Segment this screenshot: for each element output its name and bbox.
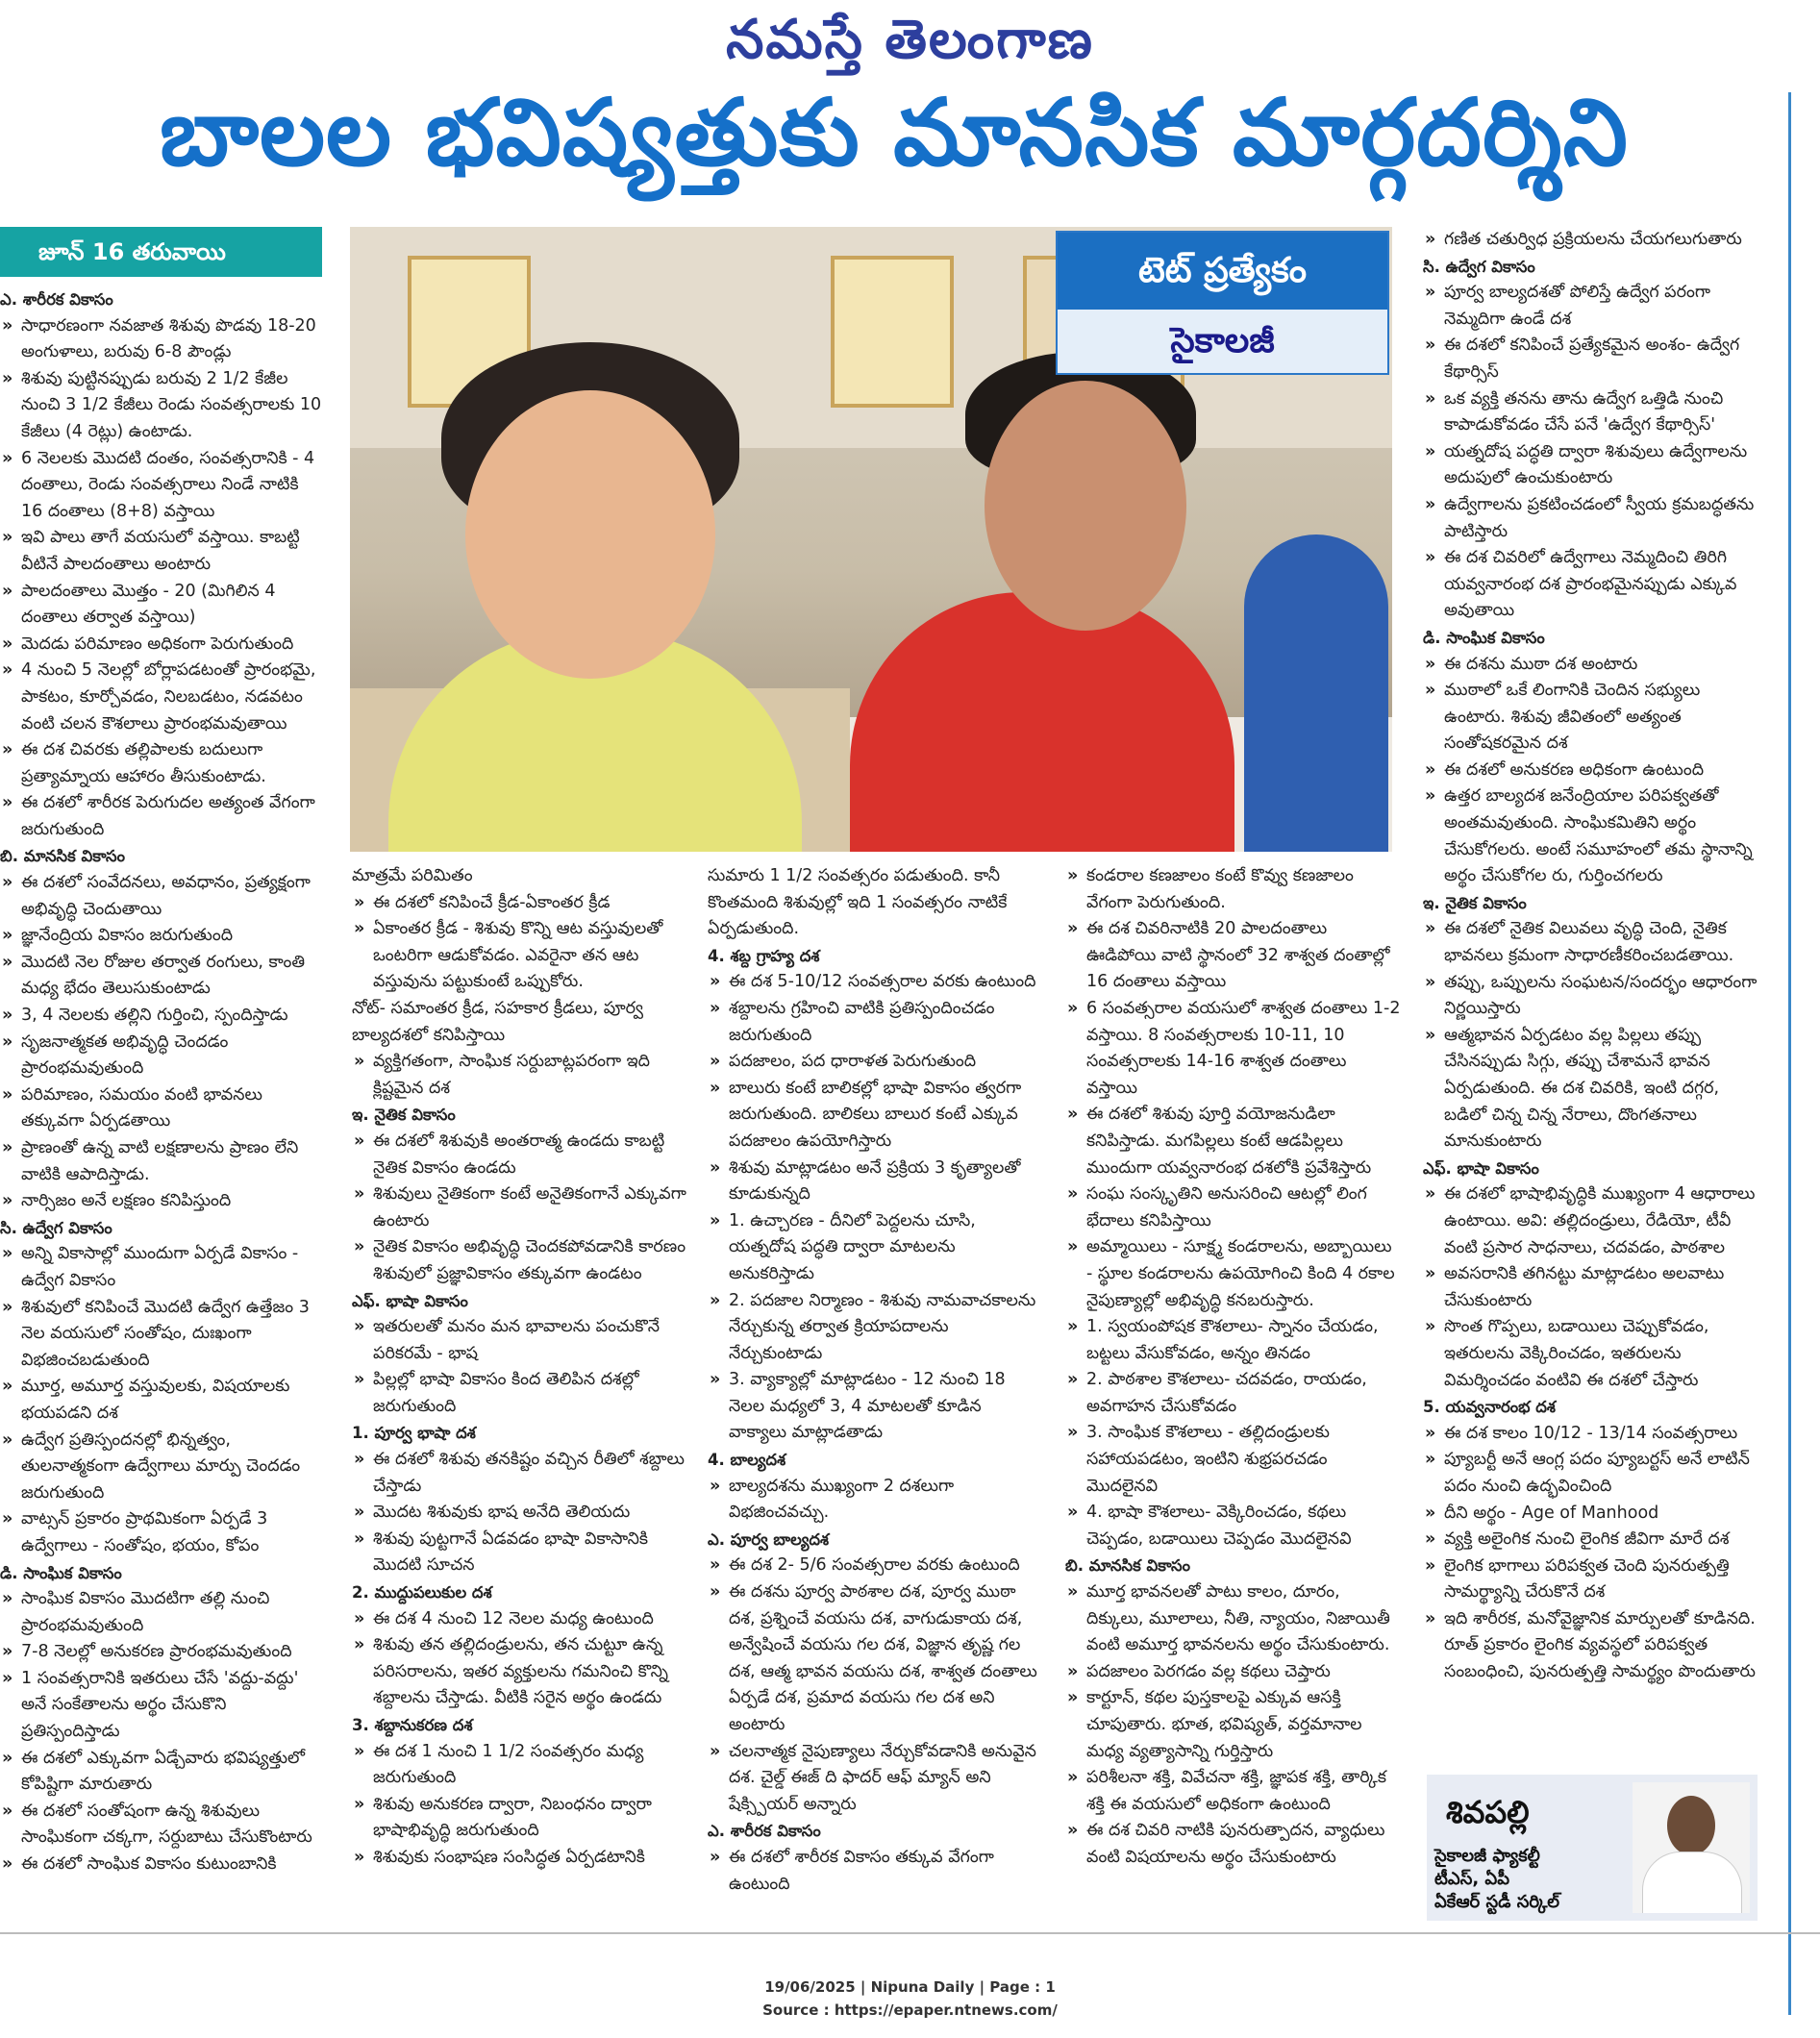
bullet-text: » ఈ దశలో భాషాభివృద్ధికి ముఖ్యంగా 4 ఆధారాలు ఉంటాయి. అవి: తల్లిదండ్రులు, రేడియో, టీవీ వంటి ప్రసార సాధనాలు, చదవడం, పాఠశాల [1423, 1181, 1761, 1261]
bullet-text: » బాలురు కంటే బాలికల్లో భాషా వికాసం త్వరగా జరుగుతుంది. బాలికలు బాలుర కంటే ఎక్కువ పదజాలం ఉపయోగిస్తారు [708, 1076, 1044, 1156]
bullet-text: » ఈ దశలో అనుకరణ అధికంగా ఉంటుంది [1423, 758, 1761, 784]
bullet-text: » వ్యక్తి అలైంగిక నుంచి లైంగిక జీవిగా మారే దశ [1423, 1527, 1761, 1553]
bullet-text: » ఆత్మభావన ఏర్పడటం వల్ల పిల్లలు తప్పు చేసినప్పుడు సిగ్గు, తప్పు చేశామనే భావన ఏర్పడుతుంది. ఈ దశ చివరికి, ఇంటి దగ్గర, బడిలో చిన్న చిన్న నేరాలు, దొంగతనాలు మానుకుంటారు [1423, 1023, 1761, 1156]
bullet-text: » శిశువుకు సంభాషణ సంసిద్ధత ఏర్పడటానికి [352, 1845, 688, 1872]
bullet-text: » ఈ దశ చివరకు తల్లిపాలకు బదులుగా ప్రత్యామ్నాయ ఆహారం తీసుకుంటాడు. [0, 737, 322, 790]
bullet-text: » ఈ దశను ముఠా దశ అంటారు [1423, 652, 1761, 679]
bullet-text: » పాలదంతాలు మొత్తం - 20 (మిగిలిన 4 దంతాలు తర్వాత వస్తాయి) [0, 579, 322, 632]
section-heading: ఎ. పూర్వ బాల్యదశ [708, 1529, 830, 1549]
bullet-text: » పరిశీలనా శక్తి, వివేచనా శక్తి, జ్ఞాపక శక్తి, తార్కిక శక్తి ఈ వయసులో అధికంగా ఉంటుంది [1065, 1765, 1402, 1818]
bullet-text: » ప్రాణంతో ఉన్న వాటి లక్షణాలను ప్రాణం లేని వాటికి ఆపాదిస్తాడు. [0, 1135, 322, 1188]
section-banner: జూన్ 16 తరువాయి [0, 227, 322, 277]
bullet-text: » సాధారణంగా నవజాత శిశువు పొడవు 18-20 అంగుళాలు, బరువు 6-8 పౌండ్లు [0, 313, 322, 366]
section-heading: 1. పూర్వ భాషా దశ [352, 1424, 476, 1443]
author-role: సైకాలజీ ఫ్యాకల్టీ [1434, 1846, 1540, 1866]
bullet-text: » శిశువులు నైతికంగా కంటే అనైతికంగానే ఎక్కువగా ఉంటారు [352, 1181, 688, 1234]
bullet-text: » శిశువు మాట్లాడటం అనే ప్రక్రియ 3 కృత్యాలతో కూడుకున్నది [708, 1156, 1044, 1208]
bullet-text: » ఈ దశ 4 నుంచి 12 నెలల మధ్య ఉంటుంది [352, 1606, 688, 1633]
section-heading: ఇ. నైతిక వికాసం [352, 1106, 456, 1125]
bullet-text: » నార్సిజం అనే లక్షణం కనిపిస్తుంది [0, 1188, 322, 1215]
bullet-text: » ఈ దశలో కనిపించే ప్రత్యేకమైన అంశం- ఉద్వేగ కేథార్సిస్ [1423, 333, 1761, 385]
bullet-text: » 1. స్వయంపోషక కౌశలాలు- స్నానం చేయడం, బట్టలు వేసుకోవడం, అన్నం తినడం [1065, 1314, 1402, 1367]
bullet-text: » సాంఘిక వికాసం మొదటిగా తల్లి నుంచి ప్రారంభమవుతుంది [0, 1586, 322, 1639]
bullet-text: » గణిత చతుర్విధ ప్రక్రియలను చేయగలుగుతారు [1423, 227, 1761, 254]
bullet-text: » ఇది శారీరక, మనోవైజ్ఞానిక మార్పులతో కూడినది. రూత్ ప్రకారం లైంగిక వ్యవస్థలో పరిపక్వత సంబంధించి, పునరుత్పత్తి సామర్థ్యం పొందుతారు [1423, 1606, 1761, 1686]
bullet-text: » నైతిక వికాసం అభివృద్ధి చెందకపోవడానికి కారణం శిశువులో ప్రజ్ఞావికాసం తక్కువగా ఉండటం [352, 1234, 688, 1287]
author-org: ఏకేఆర్ స్టడీ సర్కిల్ [1434, 1892, 1559, 1912]
bullet-text: » శిశువు పుట్టగానే ఏడవడం భాషా వికాసానికి మొదటి సూచన [352, 1527, 688, 1579]
bullet-text: » 2. పాఠశాల కౌశలాలు- చదవడం, రాయడం, అవగాహన చేసుకోవడం [1065, 1367, 1402, 1420]
bullet-text: » వాట్సన్ ప్రకారం ప్రాథమికంగా ఏర్పడే 3 ఉద్వేగాలు - సంతోషం, భయం, కోపం [0, 1506, 322, 1559]
bullet-text: » ఈ దశలో శారీరక పెరుగుదల అత్యంత వేగంగా జరుగుతుంది [0, 790, 322, 843]
bullet-text: » అవసరానికి తగినట్టు మాట్లాడటం అలవాటు చేసుకుంటారు [1423, 1261, 1761, 1314]
section-heading: బి. మానసిక వికాసం [1065, 1556, 1190, 1576]
bullet-text: » ఈ దశ 5-10/12 సంవత్సరాల వరకు ఉంటుంది [708, 969, 1044, 996]
bullet-text: » మొదటి నెల రోజుల తర్వాత రంగులు, కాంతి మధ్య భేదం తెలుసుకుంటాడు [0, 950, 322, 1003]
bullet-text: » పరిమాణం, సమయం వంటి భావనలు తక్కువగా ఏర్పడతాయి [0, 1082, 322, 1135]
section-heading: ఇ. నైతిక వికాసం [1423, 893, 1527, 912]
bullet-text: » ఈ దశ చివరినాటికి 20 పాలదంతాలు ఊడిపోయి వాటి స్థానంలో 32 శాశ్వత దంతాల్లో 16 దంతాలు వస్తాయి [1065, 916, 1402, 996]
tag-top: టెట్ ప్రత్యేకం [1058, 233, 1387, 310]
bullet-text: » ఉద్వేగాలను ప్రకటించడంలో స్వీయ క్రమబద్ధతను పాటిస్తారు [1423, 492, 1761, 545]
section-heading: బి. మానసిక వికాసం [0, 847, 125, 866]
section-heading: ఎఫ్. భాషా వికాసం [352, 1291, 468, 1310]
author-photo-body [1642, 1852, 1742, 1913]
bullet-text: » మూర్త భావనలతో పాటు కాలం, దూరం, దిక్కులు, మూలాలు, నీతి, న్యాయం, నిజాయితీ వంటి అమూర్త భావనలను అర్థం చేసుకుంటారు. [1065, 1579, 1402, 1659]
bullet-text: » 6 నెలలకు మొదటి దంతం, సంవత్సరానికి - 4 దంతాలు, రెండు సంవత్సరాలు నిండే నాటికి 16 దంతాలు (8+8) వస్తాయి [0, 446, 322, 526]
footer-info: 19/06/2025 | Nipuna Daily | Page : 1 [764, 1978, 1056, 1996]
bullet-text: » సంఘ సంస్కృతిని అనుసరించి ఆటల్లో లింగ భేదాలు కనిపిస్తాయి [1065, 1181, 1402, 1234]
column-3 [708, 863, 1044, 1898]
section-heading: ఎ. శారీరక వికాసం [0, 290, 113, 309]
bullet-text: » ఈ దశలో ఎక్కువగా ఏడ్చేవారు భవిష్యత్తులో కోపిష్టిగా మారుతారు [0, 1746, 322, 1799]
bullet-text: » జ్ఞానేంద్రియ వికాసం జరుగుతుంది [0, 923, 322, 950]
bullet-text: » ఈ దశలో సాంఘిక వికాసం కుటుంబానికి [0, 1852, 322, 1878]
bullet-text: » కార్టూన్, కథల పుస్తకాలపై ఎక్కువ ఆసక్తి చూపుతారు. భూత, భవిష్యత్, వర్తమానాల మధ్య వ్యత్యాసాన్ని గుర్తిస్తారు [1065, 1685, 1402, 1765]
bullet-text: » కండరాల కణజాలం కంటే కొవ్వు కణజాలం వేగంగా పెరుగుతుంది. [1065, 863, 1402, 916]
bullet-text: » ఈ దశ చివరిలో ఉద్వేగాలు నెమ్మదించి తిరిగి యవ్వనారంభ దశ ప్రారంభమైనప్పుడు ఎక్కువ అవుతాయి [1423, 545, 1761, 625]
bullet-text: » పిల్లల్లో భాషా వికాసం కింద తెలిపిన దశల్లో జరుగుతుంది [352, 1367, 688, 1420]
footer-source: Source : https://epaper.ntnews.com/ [762, 2001, 1058, 2019]
bullet-text: » అన్ని వికాసాల్లో ముందుగా ఏర్పడే వికాసం - ఉద్వేగ వికాసం [0, 1241, 322, 1294]
bullet-text: » 1 సంవత్సరానికి ఇతరులు చేసే 'వద్దు-వద్దు' అనే సంకేతాలను అర్థం చేసుకొని ప్రతిస్పందిస్తాడు [0, 1666, 322, 1746]
bullet-text: » 4 నుంచి 5 నెలల్లో బోర్లాపడటంతో ప్రారంభమై, పాకటం, కూర్చోవడం, నిలబడటం, నడవటం వంటి చలన కౌశలాలు ప్రారంభమవుతాయి [0, 658, 322, 737]
section-heading: 3. శబ్దానుకరణ దశ [352, 1716, 473, 1734]
section-heading: 2. ముద్దుపలుకుల దశ [352, 1583, 492, 1603]
bullet-text: » శిశువులో కనిపించే మొదటి ఉద్వేగ ఉత్తేజం 3 నెల వయసులో సంతోషం, దుఃఖంగా విభజించబడుతుంది [0, 1295, 322, 1375]
bullet-text: » ఉద్వేగ ప్రతిస్పందనల్లో భిన్నత్వం, తులనాత్మకంగా ఉద్వేగాలు మార్పు చెందడం జరుగుతుంది [0, 1428, 322, 1507]
bullet-text: » బాల్యదశను ముఖ్యంగా 2 దశలుగా విభజించవచ్చు. [708, 1474, 1044, 1527]
section-heading: డి. సాంఘిక వికాసం [0, 1563, 122, 1582]
section-heading: డి. సాంఘిక వికాసం [1423, 628, 1545, 647]
bullet-text: » 2. పదజాల నిర్మాణం - శిశువు నామవాచకాలను నేర్చుకున్న తర్వాత క్రియాపదాలను నేర్చుకుంటాడు [708, 1288, 1044, 1368]
bullet-text: » ఈ దశలో శారీరక వికాసం తక్కువ వేగంగా ఉంటుంది [708, 1845, 1044, 1898]
bullet-text: » దీని అర్థం - Age of Manhood [1423, 1501, 1761, 1528]
bullet-text: » శబ్దాలను గ్రహించి వాటికి ప్రతిస్పందించడం జరుగుతుంది [708, 996, 1044, 1049]
bullet-text: » శిశువు అనుకరణ ద్వారా, నిబంధనం ద్వారా భాషాభివృద్ధి జరుగుతుంది [352, 1792, 688, 1845]
bullet-text: సుమారు 1 1/2 సంవత్సరం పడుతుంది. కానీ కొంతమంది శిశువుల్లో ఇది 1 సంవత్సరం నాటికే ఏర్పడుతుంది. [708, 866, 1008, 939]
bullet-text: » ఇవి పాలు తాగే వయసులో వస్తాయి. కాబట్టి వీటినే పాలదంతాలు అంటారు [0, 525, 322, 578]
bullet-text: » సొంత గొప్పలు, బడాయిలు చెప్పుకోవడం, ఇతరులను వెక్కిరించడం, ఇతరులను విమర్శించడం వంటివి ఈ దశలో చేస్తారు [1423, 1314, 1761, 1394]
bullet-text: » ఈ దశలో శిశువుకి అంతరాత్మ ఉండదు కాబట్టి నైతిక వికాసం ఉండదు [352, 1129, 688, 1181]
bullet-text: » లైంగిక భాగాలు పరిపక్వత చెంది పునరుత్పత్తి సామర్థ్యాన్ని చేరుకొనే దశ [1423, 1553, 1761, 1606]
author-photo-head [1667, 1796, 1715, 1855]
bullet-text: » 1. ఉచ్చారణ - దీనిలో పెద్దలను చూసి, యత్నదోష పద్ధతి ద్వారా మాటలను అనుకరిస్తాడు [708, 1208, 1044, 1288]
bullet-text: » ఈ దశ చివరి నాటికి పునరుత్పాదన, వ్యాధులు వంటి విషయాలను అర్థం చేసుకుంటారు [1065, 1818, 1402, 1871]
photo-child [850, 592, 1234, 852]
bullet-text: » పూర్వ బాల్యదశతో పోలిస్తే ఉద్వేగ పరంగా నెమ్మదిగా ఉండే దశ [1423, 280, 1761, 333]
bullet-text: » ఇతరులతో మనం మన భావాలను పంచుకొనే పరికరమే - భాష [352, 1314, 688, 1367]
bullet-text: » ఈ దశను పూర్వ పాఠశాల దశ, పూర్వ ముఠా దశ, ప్రశ్నించే వయసు దశ, వాగుడుకాయ దశ, అన్వేషించే వయసు గల దశ, విజ్ఞాన తృష్ణ గల దశ, ఆత్మ భావన వయసు దశ, శాశ్వత దంతాలు ఏర్పడే దశ, ప్రమాద వయసు గల దశ అని అంటారు [708, 1579, 1044, 1739]
section-heading: ఎఫ్. భాషా వికాసం [1423, 1158, 1539, 1178]
masthead: నమస్తే తెలంగాణ [726, 8, 1094, 71]
bullet-text: » తప్పు, ఒప్పులను సంఘటన/సందర్భం ఆధారంగా నిర్ణయిస్తారు [1423, 970, 1761, 1023]
column-1 [0, 286, 322, 1878]
bullet-text: » శిశువు తన తల్లిదండ్రులను, తన చుట్టూ ఉన్న పరిసరాలను, ఇతర వ్యక్తులను గమనించి కొన్ని శబ్దాలను చేస్తాడు. వీటికి సరైన అర్థం ఉండదు [352, 1632, 688, 1712]
author-box [1427, 1775, 1758, 1921]
right-edge-rule [1788, 92, 1820, 2015]
bullet-text: » మొదట శిశువుకు భాష అనేది తెలియదు [352, 1500, 688, 1527]
bullet-text: » ఈ దశ 1 నుంచి 1 1/2 సంవత్సరం మధ్య జరుగుతుంది [352, 1739, 688, 1792]
bullet-text: » ముఠాలో ఒకే లింగానికి చెందిన సభ్యులు ఉంటారు. శిశువు జీవితంలో అత్యంత సంతోషకరమైన దశ [1423, 678, 1761, 758]
bullet-text: మాత్రమే పరిమితం [352, 866, 473, 885]
photo-child-face [465, 390, 715, 679]
author-photo [1633, 1782, 1750, 1913]
bullet-text: » ఈ దశలో నైతిక విలువలు వృద్ధి చెంది, నైతిక భావనలు క్రమంగా సాధారణీకరించబడతాయి. [1423, 916, 1761, 969]
bullet-text: నోట్- సమాంతర క్రీడ, సహకార క్రీడలు, పూర్వ బాల్యదశలో కనిపిస్తాయి [352, 998, 643, 1045]
headline: బాలల భవిష్యత్తుకు మానసిక మార్గదర్శిని [160, 79, 1629, 186]
bullet-text: » ఈ దశలో కనిపించే క్రీడ-ఏకాంతర క్రీడ [352, 890, 688, 917]
bullet-text: » 4. భాషా కౌశలాలు- వెక్కిరించడం, కథలు చెప్పడం, బడాయిలు చెప్పడం మొదలైనవి [1065, 1500, 1402, 1553]
bullet-text: » ఏకాంతర క్రీడ - శిశువు కొన్ని ఆట వస్తువులతో ఒంటరిగా ఆడుకోవడం. ఎవరైనా తన ఆట వస్తువును పట్టుకుంటే ఒప్పుకోరు. [352, 916, 688, 996]
photo-child [1244, 534, 1388, 852]
section-heading: 4. బాల్యదశ [708, 1451, 786, 1470]
bullet-text: » యత్నదోష పద్ధతి ద్వారా శిశువులు ఉద్వేగాలను అదుపులో ఉంచుకుంటారు [1423, 439, 1761, 492]
bullet-text: » ఉత్తర బాల్యదశ జనేంద్రియాల పరిపక్వతతో అంతమవుతుంది. సాంఘికమితిని అర్థం చేసుకోగలరు. అంటే సమూహంలో తమ స్థానాన్ని అర్థం చేసుకోగల రు, గుర్తించగలరు [1423, 783, 1761, 889]
section-heading: సి. ఉద్వేగ వికాసం [1423, 257, 1535, 276]
bullet-text: » ఈ దశలో సంతోషంగా ఉన్న శిశువులు సాంఘికంగా చక్కగా, సర్దుబాటు చేసుకొంటారు [0, 1799, 322, 1852]
photo-child-face [985, 381, 1186, 631]
bullet-text: » మూర్త, అమూర్త వస్తువులకు, విషయాలకు భయపడని దశ [0, 1374, 322, 1427]
bullet-text: » ఒక వ్యక్తి తనను తాను ఉద్వేగ ఒత్తిడి నుంచి కాపాడుకోవడం చేసే పనే 'ఉద్వేగ కేథార్సిస్' [1423, 386, 1761, 439]
bullet-text: » వ్యక్తిగతంగా, సాంఘిక సర్దుబాట్లపరంగా ఇది క్లిష్టమైన దశ [352, 1049, 688, 1102]
section-heading: 4. శబ్ద గ్రాహ్య దశ [708, 946, 820, 965]
bullet-text: » మెదడు పరిమాణం అధికంగా పెరుగుతుంది [0, 632, 322, 659]
column-4 [1065, 863, 1402, 1872]
bullet-text: » 6 సంవత్సరాల వయసులో శాశ్వత దంతాలు 1-2 వస్తాయి. 8 సంవత్సరాలకు 10-11, 10 సంవత్సరాలకు 14-16 శాశ్వత దంతాలు వస్తాయి [1065, 996, 1402, 1102]
bullet-text: » అమ్మాయిలు - సూక్ష్మ కండరాలను, అబ్బాయిలు - స్థూల కండరాలను ఉపయోగించి కింది 4 రకాల నైపుణ్యాల్లో అభివృద్ధి కనబరుస్తారు. [1065, 1234, 1402, 1314]
bottom-rule [0, 1932, 1820, 1934]
bullet-text: » 3. వ్యాక్యాల్లో మాట్లాడటం - 12 నుంచి 18 నెలల మధ్యలో 3, 4 మాటలతో కూడిన వాక్యాలు మాట్లాడతాడు [708, 1367, 1044, 1447]
bullet-text: » ఈ దశ కాలం 10/12 - 13/14 సంవత్సరాలు [1423, 1421, 1761, 1448]
author-name: శివపల్లి [1446, 1794, 1530, 1830]
section-heading: సి. ఉద్వేగ వికాసం [0, 1218, 112, 1237]
tag-bottom: సైకాలజీ [1058, 310, 1387, 373]
bullet-text: » ప్యూబర్టీ అనే ఆంగ్ల పదం ప్యూబర్టస్ అనే లాటిన్ పదం నుంచి ఉద్భవించింది [1423, 1447, 1761, 1500]
bullet-text: » పదజాలం పెరగడం వల్ల కథలు చెప్తారు [1065, 1659, 1402, 1686]
bullet-text: » ఈ దశలో శిశువు పూర్తి వయోజనుడిలా కనిపిస్తాడు. మగపిల్లలు కంటే ఆడపిల్లలు ముందుగా యవ్వనారంభ దశలోకి ప్రవేశిస్తారు [1065, 1102, 1402, 1181]
author-region: టీఎస్, ఏపీ [1434, 1869, 1510, 1889]
column-2 [352, 863, 688, 1872]
bullet-text: » శిశువు పుట్టినప్పుడు బరువు 2 1/2 కేజీల నుంచి 3 1/2 కేజీలు రెండు సంవత్సరాలకు 10 కేజీలు (4 రెట్లు) ఉంటాడు. [0, 366, 322, 446]
bullet-text: » పదజాలం, పద ధారాళత పెరుగుతుంది [708, 1049, 1044, 1076]
bullet-text: » ఈ దశ 2- 5/6 సంవత్సరాల వరకు ఉంటుంది [708, 1553, 1044, 1579]
section-heading: ఎ. శారీరక వికాసం [708, 1822, 821, 1841]
photo-board [831, 256, 954, 408]
tag-box [1056, 231, 1389, 375]
bullet-text: » ఈ దశలో శిశువు తనకిష్టం వచ్చిన రీతిలో శబ్దాలు చేస్తాడు [352, 1447, 688, 1500]
section-heading: 5. యవ్వనారంభ దశ [1423, 1398, 1556, 1417]
bullet-text: » చలనాత్మక నైపుణ్యాలు నేర్చుకోవడానికి అనువైన దశ. చైల్డ్ ఈజ్ ది ఫాదర్ ఆఫ్ మ్యాన్ అని షేక్స్పియర్ అన్నారు [708, 1739, 1044, 1819]
bullet-text: » 3, 4 నెలలకు తల్లిని గుర్తించి, స్పందిస్తాడు [0, 1003, 322, 1030]
bullet-text: » సృజనాత్మకత అభివృద్ధి చెందడం ప్రారంభమవుతుంది [0, 1030, 322, 1082]
column-5 [1423, 227, 1761, 1686]
bullet-text: » 3. సాంఘిక కౌశలాలు - తల్లిదండ్రులకు సహాయపడటం, ఇంటిని శుభ్రపరచడం మొదలైనవి [1065, 1420, 1402, 1500]
bullet-text: » ఈ దశలో సంవేదనలు, అవధానం, ప్రత్యక్షంగా అభివృద్ధి చెందుతాయి [0, 870, 322, 923]
bullet-text: » 7-8 నెలల్లో అనుకరణ ప్రారంభమవుతుంది [0, 1639, 322, 1666]
